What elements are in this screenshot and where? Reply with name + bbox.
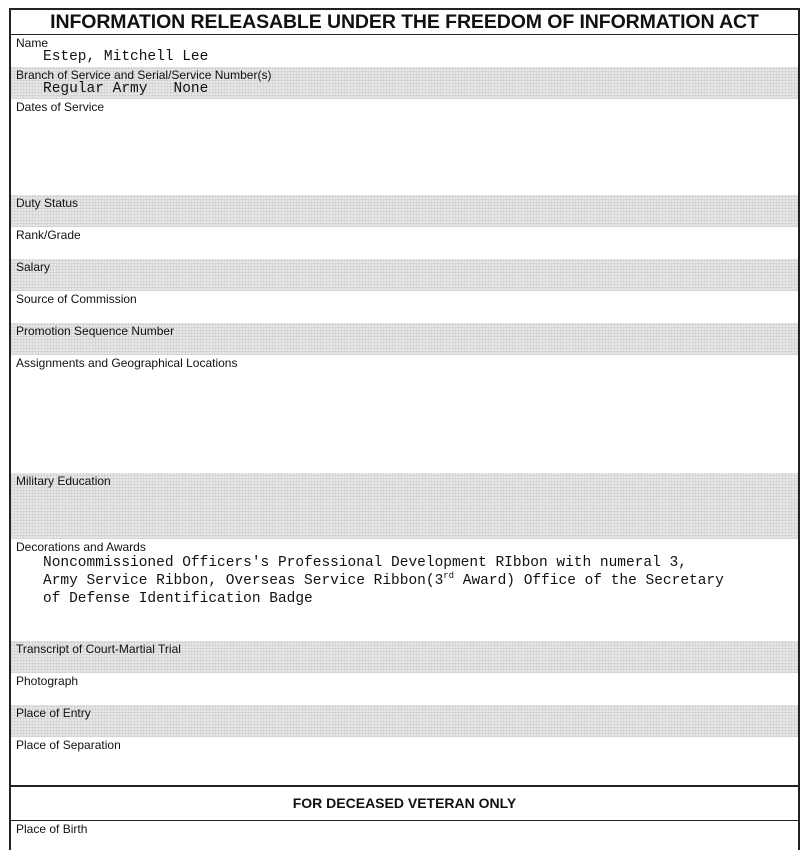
court-martial-section [11,641,798,673]
duty-status-label: Duty Status [16,196,79,210]
decorations-line-1: Noncommissioned Officers's Professional Development RIbbon with numeral 3, [43,555,687,571]
photograph-label: Photograph [16,674,79,688]
decorations-section [11,539,798,641]
decorations-superscript: rd [443,571,455,582]
assignments-section [11,355,798,473]
source-of-commission-section [11,291,798,323]
decorations-line-2: Army Service Ribbon, Overseas Service Ribbon(3rd Award) Office of the Secretary [43,571,724,589]
name-value: Estep, Mitchell Lee [43,49,209,65]
military-education-label: Military Education [16,474,111,488]
dates-of-service-label: Dates of Service [16,100,105,114]
decorations-label: Decorations and Awards [16,540,146,554]
branch-section [11,67,798,99]
rank-grade-section [11,227,798,259]
promotion-sequence-label: Promotion Sequence Number [16,324,175,338]
place-of-separation-section [11,737,798,785]
place-of-entry-section [11,705,798,737]
name-section [11,35,798,67]
branch-value: Regular Army None [43,81,209,97]
place-of-birth-label: Place of Birth [16,822,88,836]
duty-status-section [11,195,798,227]
branch-label: Branch of Service and Serial/Service Number(s) [16,68,272,82]
source-of-commission-label: Source of Commission [16,292,137,306]
place-of-separation-label: Place of Separation [16,738,121,752]
military-education-section [11,473,798,539]
court-martial-label: Transcript of Court-Martial Trial [16,642,181,656]
place-of-entry-label: Place of Entry [16,706,91,720]
deceased-veteran-header: FOR DECEASED VETERAN ONLY [11,785,798,821]
foia-form [9,8,800,850]
dates-of-service-section [11,99,798,195]
form-title: INFORMATION RELEASABLE UNDER THE FREEDOM OF INFORMATION ACT [11,10,798,35]
name-label: Name [16,36,49,50]
rank-grade-label: Rank/Grade [16,228,81,242]
photograph-section [11,673,798,705]
decorations-line-3: of Defense Identification Badge [43,591,313,607]
promotion-sequence-section [11,323,798,355]
salary-section [11,259,798,291]
assignments-label: Assignments and Geographical Locations [16,356,238,370]
place-of-birth-section [11,821,798,861]
salary-label: Salary [16,260,51,274]
